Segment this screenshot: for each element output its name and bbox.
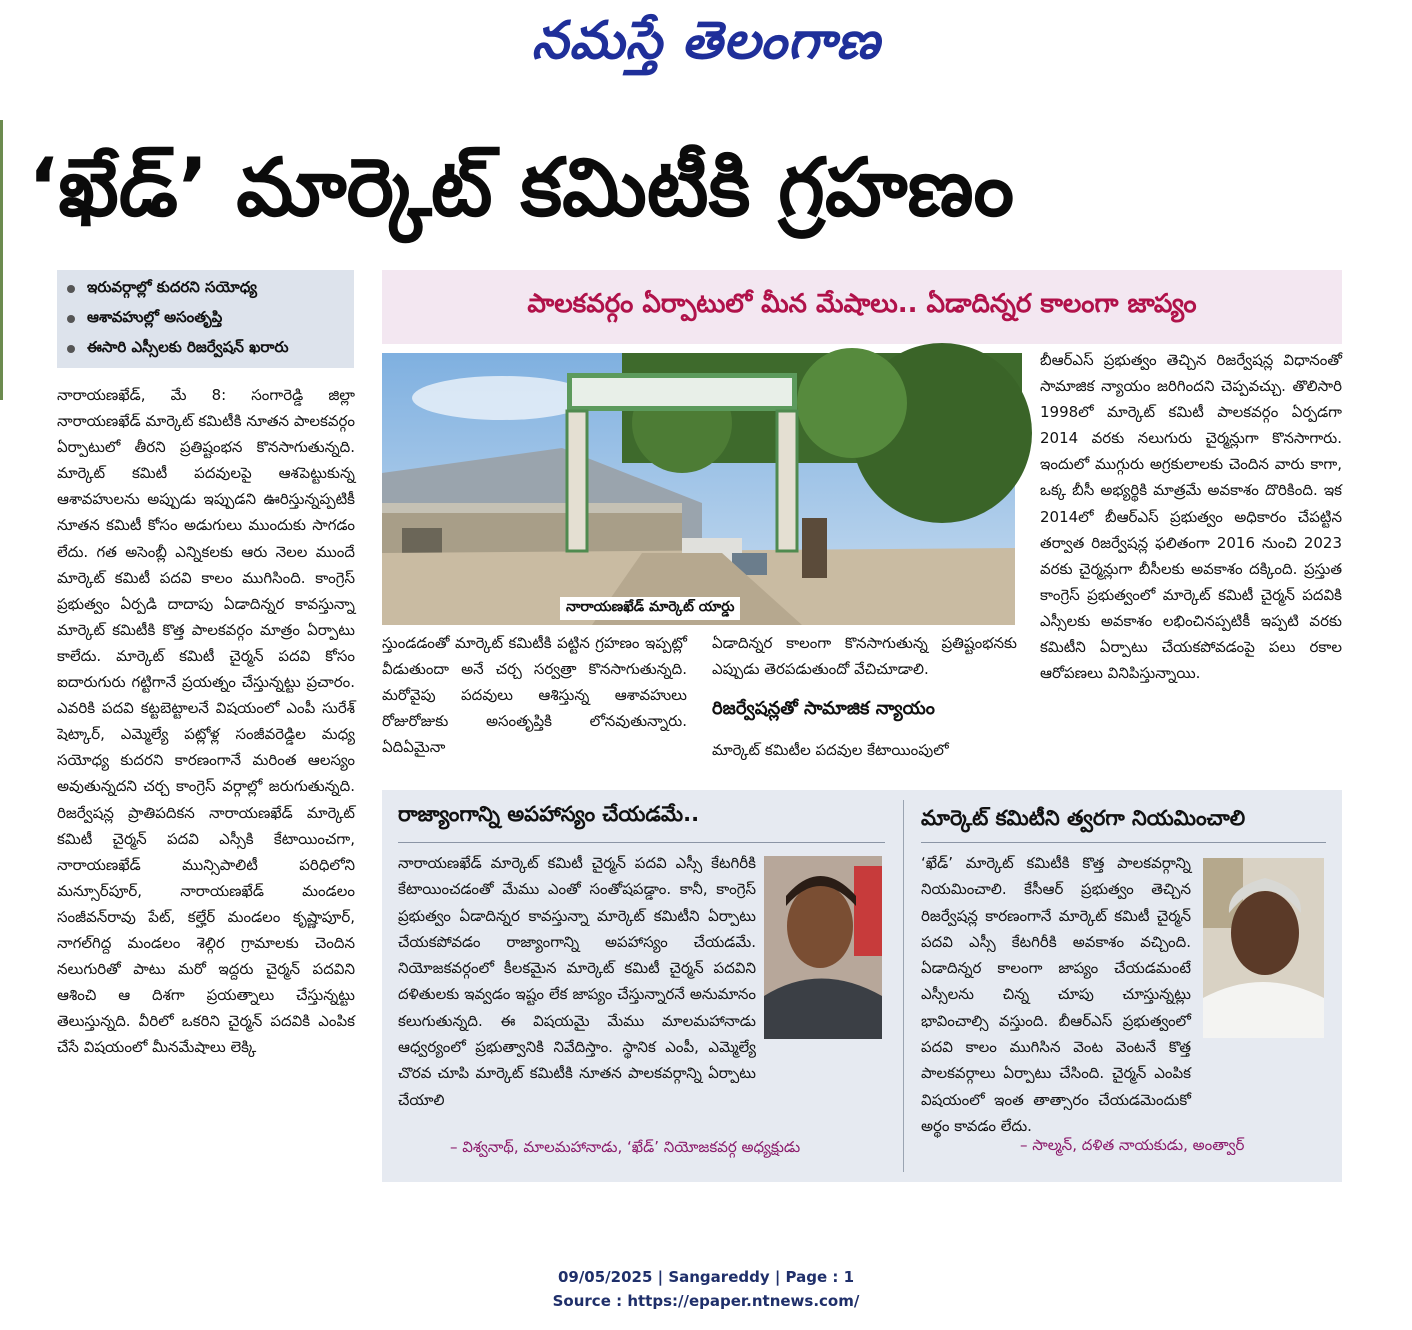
- footer-date-line: 09/05/2025 | Sangareddy | Page : 1: [557, 1268, 855, 1286]
- article-body-text: మార్కెట్ కమిటీల పదవుల కేటాయింపులో: [712, 741, 949, 759]
- main-headline: ‘ఖేడ్’ మార్కెట్ కమిటీకి గ్రహణం: [28, 141, 1015, 234]
- highlight-item: ఇరువర్గాల్లో కుదరని సయోధ్య: [57, 274, 354, 304]
- bullet-dot-icon: [67, 285, 75, 293]
- article-body-text: బీఆర్‌ఎస్ ప్రభుత్వం తెచ్చిన రిజర్వేషన్ల విధానంతో సామాజిక న్యాయం జరిగిందని చెప్పవచ్చు. తొలిసారి 1998లో మార్కెట్ కమిటీ పాలకవర్గం ఏర్పడగా 2014 వరకు నలుగురు చైర్మన్లుగా కొనసాగారు. ఇందులో ముగ్గురు అగ్రకులాలకు చెందిన వారు కాగా, ఒక్క బీసీ అభ్యర్థికి మాత్రమే అవకాశం దొరికింది. ఇక 2014లో బీఆర్‌ఎస్ ప్రభుత్వం అధికారం చేపట్టిన తర్వాత రిజర్వేషన్ల ఫలితంగా 2016 నుంచి 2023 వరకు చైర్మన్లుగా బీసీలకు అవకాశం దక్కింది. ప్రస్తుత కాంగ్రెస్ ప్రభుత్వంలో మార్కెట్ కమిటీ చైర్మన్ పదవికి ఎస్సీలకు అవకాశం లభించినప్పటికీ ఇప్పటి వరకు కమిటీని ఏర్పాటు చేయకపోవడంపై పలు రకాల ఆరోపణలు వినిపిస్తున్నాయి.: [1040, 351, 1342, 683]
- article-column-3: [712, 630, 1017, 775]
- quote-box-1-text-cont: [398, 930, 885, 1140]
- article-body-text: ఏడాదిన్నర కాలంగా కొనసాగుతున్న ప్రతిష్టంభనకు ఎప్పుడు తెరపడుతుందో వేచిచూడాలి.: [712, 634, 1017, 679]
- quote-box-2-text: ‘ఖేడ్’ మార్కెట్ కమిటీకి కొత్త పాలకవర్గాన్ని నియమించాలి. కేసీఆర్ ప్రభుత్వం తెచ్చిన రిజర్వేషన్ల కారణంగానే మార్కెట్ కమిటీ చైర్మన్ పదవి ఎస్సీ కేటగిరీకి అవకాశం వచ్చింది. ఏడాదిన్నర కాలంగా జాప్యం చేయడమంటే ఎస్సీలను చిన్న చూపు చూస్తున్నట్లు భావించాల్సి వస్తుంది. బీఆర్‌ఎస్ ప్రభుత్వంలో పదవి కాలం ముగిసిన వెంట వెంటనే కొత్త పాలకవర్గాలు ఏర్పాటు చేసింది. చైర్మన్ ఎంపిక విషయంలో ఇంత తాత్సారం చేయడమెందుకో అర్థం కావడం లేదు.: [921, 854, 1191, 1135]
- article-body-text: స్తుండడంతో మార్కెట్ కమిటీకి పట్టిన గ్రహణం ఇప్పట్లో వీడుతుందా అనే చర్చ సర్వత్రా కొనసాగుతున్నది. మరోవైపు పదవులు ఆశిస్తున్న ఆశావహులు రోజురోజుకు అసంతృప్తికి లోనవుతున్నారు. ఏదిఏమైనా: [382, 634, 687, 757]
- quote-box-1-attribution: – విశ్వనాథ్, మాలమహానాడు, ‘ఖేడ్’ నియోజకవర్గ అధ్యక్షుడు: [450, 1138, 801, 1156]
- bullet-dot-icon: [67, 345, 75, 353]
- article-column-4: [1040, 347, 1342, 775]
- quote-box-2-text-wrap: [921, 850, 1191, 1135]
- quote-box-2-portrait: [1203, 858, 1324, 1038]
- market-gate-illustration: [382, 353, 1015, 625]
- article-column-2: [382, 630, 687, 770]
- quote-box-1-text-top: [398, 850, 756, 1109]
- quote-box-1-rule: [398, 842, 885, 843]
- highlight-item: ఈసారి ఎస్సీలకు రిజర్వేషన్ ఖరారు: [57, 334, 354, 364]
- quote-box-2-rule: [921, 842, 1326, 843]
- footer-source-line: Source : https://epaper.ntnews.com/: [552, 1292, 860, 1310]
- highlight-item: ఆశావహుల్లో అసంతృప్తి: [57, 304, 354, 334]
- highlights-box: [57, 270, 354, 368]
- quote-box-1-text: నారాయణఖేడ్ మార్కెట్ కమిటీ చైర్మన్ పదవి ఎస్సీ కేటగిరీకి కేటాయించడంతో మేము ఎంతో సంతోషపడ్డాం. కానీ, కాంగ్రెస్ ప్రభుత్వం ఏడాదిన్నర కావస్తున్నా మార్కెట్ కమిటీని ఏర్పాటు చేయకపోవడం రాజ్యాంగాన్ని అపహాస్యం చేయడమే. నియోజకవర్గంలో కీలకమైన మార్కెట్ కమిటీ చైర్మన్ పదవిని దళితులకు ఇవ్వడం ఇష్టం లేక జాప్యం చేస్తున్నారనే అనుమానం కలుగుతున్నది. ఈ విషయమై మేము మాలమహానాడు ఆధ్వర్యంలో ప్రభుత్వానికి నివేదిస్తాం. స్థానిక ఎంపీ, ఎమ్మెల్యే చొరవ చూపి మార్కెట్ కమిటీకి నూతన పాలకవర్గాన్ని ఏర్పాటు చేయాలి: [398, 854, 756, 1109]
- person-portrait-icon: [1203, 858, 1324, 1038]
- article-body-text: నారాయణఖేడ్, మే 8: సంగారెడ్డి జిల్లా నారాయణఖేడ్ మార్కెట్ కమిటీకి నూతన పాలకవర్గం ఏర్పాటులో తీరని ప్రతిష్టంభన కొనసాగుతున్నది. మార్కెట్ కమిటీ పదవులపై ఆశపెట్టుకున్న ఆశావహులను అప్పుడు ఇప్పుడని ఊరిస్తున్నప్పటికీ నూతన కమిటీ కోసం అడుగులు ముందుకు సాగడం లేదు. గత అసెంబ్లీ ఎన్నికలకు ఆరు నెలల ముందే మార్కెట్ కమిటీ పదవి కాలం ముగిసింది. కాంగ్రెస్ ప్రభుత్వం ఏర్పడి దాదాపు ఏడాదిన్నర కావస్తున్నా మార్కెట్ కమిటీకి కొత్త పాలకవర్గం మాత్రం ఏర్పాటు కాలేదు. మార్కెట్ కమిటీ చైర్మన్ పదవి కోసం ఐదారుగురు గట్టిగానే ప్రయత్నం చేస్తున్నట్టు ప్రచారం. ఎవరికి పదవి కట్టబెట్టాలనే విషయంలో ఎంపీ సురేశ్ షెట్కార్, ఎమ్మెల్యే పట్లోళ్ల సంజీవరెడ్డిల మధ్య సయోధ్య కుదరని కారణంగానే మరింత ఆలస్యం అవుతున్నదని చర్చ కాంగ్రెస్ వర్గాల్లో జరుగుతున్నది. రిజర్వేషన్ల ప్రాతిపదికన నారాయణఖేడ్ మార్కెట్ కమిటీ చైర్మన్ పదవి ఎస్సీకి కేటాయించగా, నారాయణఖేడ్ మున్సిపాలిటీ పరిధిలోని మన్సూర్‌పూర్, నారాయణఖేడ్ మండలం సంజీవన్‌రావు పేట్, కల్హేర్ మండలం కృష్ణాపూర్, నాగల్‌గిద్ద మండలం శెల్గిర గ్రామాలకు చెందిన నలుగురితో పాటు మరో ఇద్దరు చైర్మన్ పదవిని ఆశించి ఆ దిశగా ప్రయత్నాలు చేస్తున్నట్టు తెలుస్తున్నది. వీరిలో ఒకరిని చైర్మన్ పదవికి ఎంపిక చేసే విషయంలో మీనమేషాలు లెక్కి: [57, 386, 355, 1057]
- quote-box-1-title: రాజ్యాంగాన్ని అపహాస్యం చేయడమే..: [398, 802, 700, 826]
- sub-headline: పాలకవర్గం ఏర్పాటులో మీన మేషాలు.. ఏడాదిన్నర కాలంగా జాప్యం: [382, 270, 1342, 344]
- bullet-dot-icon: [67, 315, 75, 323]
- market-yard-photo: [382, 353, 1015, 625]
- section-subheading: రిజర్వేషన్లతో సామాజిక న్యాయం: [712, 698, 935, 719]
- article-column-1: [57, 382, 355, 1182]
- photo-caption: నారాయణఖేడ్ మార్కెట్ యార్డు: [560, 597, 740, 620]
- quote-box-2-title: మార్కెట్ కమిటీని త్వరగా నియమించాలి: [921, 806, 1246, 830]
- quote-box-2-attribution: – సాల్మన్, దళిత నాయకుడు, అంత్వార్: [1020, 1136, 1245, 1154]
- quote-box-divider: [903, 800, 904, 1172]
- page-edge-strip: [0, 120, 3, 400]
- newspaper-masthead: నమస్తే తెలంగాణ: [531, 10, 881, 71]
